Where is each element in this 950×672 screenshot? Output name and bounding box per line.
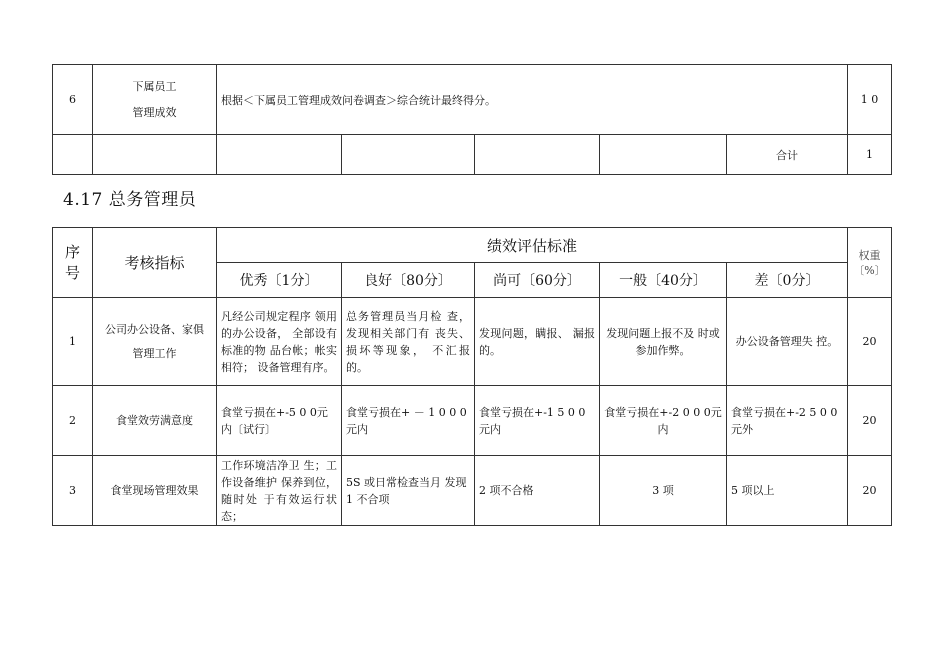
kpi-table xyxy=(52,227,892,526)
table-row xyxy=(53,456,892,526)
criteria-poor: 食堂亏损在+-2 5 0 0元外 xyxy=(727,386,848,456)
header-row xyxy=(53,228,892,263)
criteria-average: 发现问题上报不及 时或参加作弊。 xyxy=(600,298,727,386)
indicator-line: 公司办公设备、家俱 xyxy=(105,322,204,336)
criteria-excellent: 工作环境洁净卫 生；工作设备维护 保养到位，随时处 于有效运行状态； xyxy=(217,456,342,526)
previous-kpi-table xyxy=(52,64,892,175)
header-text: 序 xyxy=(64,242,80,261)
row-number: 3 xyxy=(53,456,93,526)
criteria-fair: 2 项不合格 xyxy=(475,456,600,526)
indicator-cell: 食堂效劳满意度 xyxy=(93,386,217,456)
table-row xyxy=(53,298,892,386)
weight-cell: 20 xyxy=(848,298,892,386)
weight-cell: 20 xyxy=(848,456,892,526)
header-text: 权重 xyxy=(858,248,881,262)
criteria-fair: 食堂亏损在+-1 5 0 0元内 xyxy=(475,386,600,456)
criteria-good: 5S 或日常检查当月 发现 1 不合项 xyxy=(342,456,475,526)
table-row xyxy=(53,135,892,175)
indicator-header: 考核指标 xyxy=(93,228,217,298)
indicator-line: 下属员工 xyxy=(132,79,177,93)
level-header-fair: 尚可〔60分〕 xyxy=(475,263,600,298)
standard-header: 绩效评估标准 xyxy=(217,228,848,263)
empty-cell xyxy=(217,135,342,175)
criteria-excellent: 凡经公司规定程序 领用的办公设备， 全部设有标准的物 品台帐；帐实相符； 设备管理有序。 xyxy=(217,298,342,386)
criteria-excellent: 食堂亏损在+-5 0 0元内〔试行〕 xyxy=(217,386,342,456)
criteria-poor: 办公设备管理失 控。 xyxy=(727,298,848,386)
level-header-excellent: 优秀〔1分〕 xyxy=(217,263,342,298)
empty-cell xyxy=(342,135,475,175)
level-header-average: 一般〔40分〕 xyxy=(600,263,727,298)
weight-cell: 20 xyxy=(848,386,892,456)
total-label: 合计 xyxy=(727,135,848,175)
table-row xyxy=(53,65,892,135)
row-number: 6 xyxy=(53,65,93,135)
indicator-line: 管理成效 xyxy=(132,105,177,119)
indicator-cell xyxy=(93,65,217,135)
level-header-good: 良好〔80分〕 xyxy=(342,263,475,298)
row-number: 1 xyxy=(53,298,93,386)
criteria-good: 食堂亏损在+ － 1 0 0 0元内 xyxy=(342,386,475,456)
row-number: 2 xyxy=(53,386,93,456)
total-value: 1 xyxy=(848,135,892,175)
header-text: 〔%〕 xyxy=(853,263,886,277)
level-header-poor: 差〔0分〕 xyxy=(727,263,848,298)
indicator-cell: 食堂现场管理效果 xyxy=(93,456,217,526)
weight-header xyxy=(848,228,892,298)
criteria-average: 3 项 xyxy=(600,456,727,526)
header-text: 号 xyxy=(64,263,80,282)
indicator-cell xyxy=(93,298,217,386)
indicator-line: 管理工作 xyxy=(132,346,177,360)
empty-cell xyxy=(600,135,727,175)
sequence-header xyxy=(53,228,93,298)
criteria-fair: 发现问题，瞒报、 漏报的。 xyxy=(475,298,600,386)
criteria-poor: 5 项以上 xyxy=(727,456,848,526)
empty-cell xyxy=(475,135,600,175)
section-heading: 4.17 总务管理员 xyxy=(63,190,197,210)
criteria-good: 总务管理员当月检 查，发现相关部门有 丧失、损坏等现象， 不汇报的。 xyxy=(342,298,475,386)
empty-cell xyxy=(53,135,93,175)
weight-cell: 1 0 xyxy=(848,65,892,135)
criteria-average: 食堂亏损在+-2 0 0 0元内 xyxy=(600,386,727,456)
standard-description: 根据＜下属员工管理成效问卷调查＞综合统计最终得分。 xyxy=(217,65,848,135)
table-row xyxy=(53,386,892,456)
empty-cell xyxy=(93,135,217,175)
